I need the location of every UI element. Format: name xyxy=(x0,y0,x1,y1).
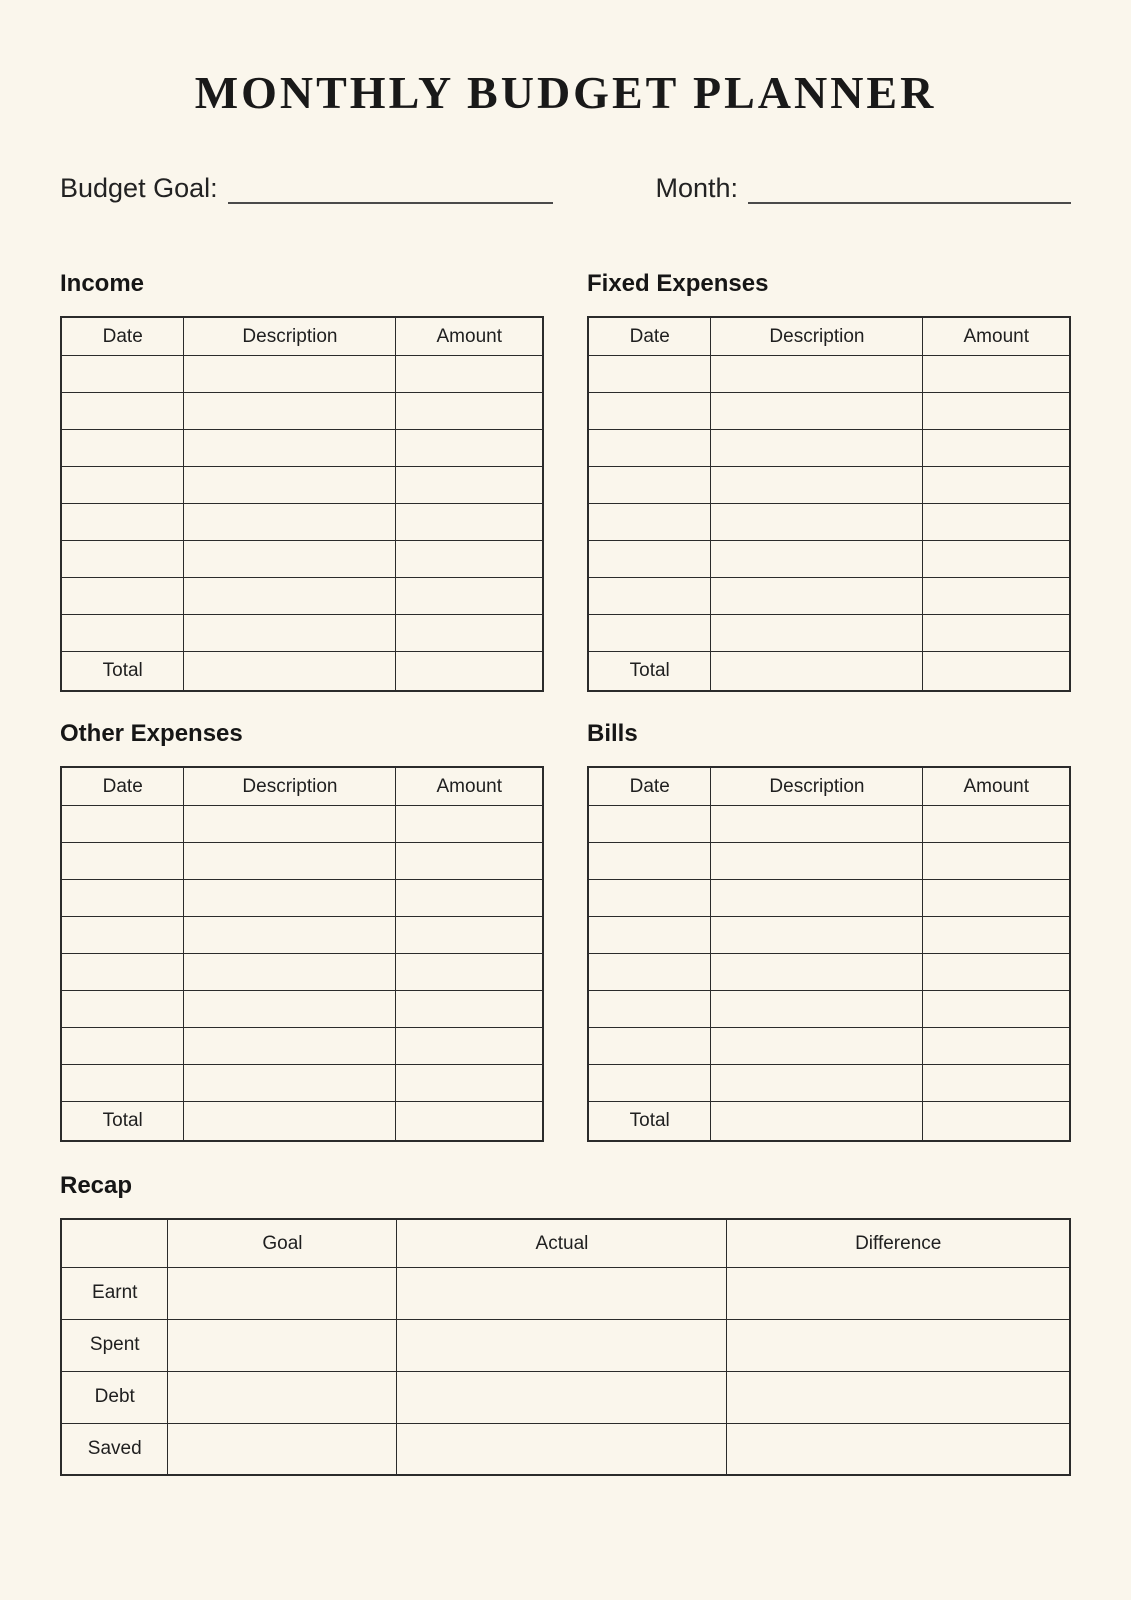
blank-row xyxy=(588,355,1070,392)
blank-cell[interactable] xyxy=(396,355,543,392)
blank-cell[interactable] xyxy=(61,842,184,879)
blank-row xyxy=(61,429,543,466)
blank-cell[interactable] xyxy=(396,1064,543,1101)
blank-cell[interactable] xyxy=(923,916,1070,953)
blank-cell[interactable] xyxy=(588,540,711,577)
blank-cell[interactable] xyxy=(168,1371,397,1423)
blank-cell[interactable] xyxy=(168,1267,397,1319)
total-row xyxy=(61,651,543,691)
header-row xyxy=(61,767,543,805)
blank-cell[interactable] xyxy=(711,614,923,651)
total-cell[interactable] xyxy=(923,651,1070,691)
blank-cell[interactable] xyxy=(923,540,1070,577)
blank-row xyxy=(61,1064,543,1101)
blank-cell[interactable] xyxy=(588,916,711,953)
blank-cell[interactable] xyxy=(396,990,543,1027)
blank-row xyxy=(588,614,1070,651)
blank-cell[interactable] xyxy=(727,1371,1070,1423)
blank-row xyxy=(588,842,1070,879)
blank-cell[interactable] xyxy=(61,466,184,503)
blank-row xyxy=(588,429,1070,466)
blank-cell[interactable] xyxy=(184,805,396,842)
top-fields-row xyxy=(60,172,1071,204)
recap-row xyxy=(61,1267,1070,1319)
blank-cell[interactable] xyxy=(588,1027,711,1064)
blank-row xyxy=(588,392,1070,429)
blank-cell[interactable] xyxy=(184,1027,396,1064)
column-header: Amount xyxy=(396,767,543,805)
recap-blank-header xyxy=(61,1219,168,1267)
blank-cell[interactable] xyxy=(923,953,1070,990)
blank-cell[interactable] xyxy=(61,540,184,577)
blank-cell[interactable] xyxy=(923,879,1070,916)
blank-cell[interactable] xyxy=(61,879,184,916)
blank-cell[interactable] xyxy=(396,540,543,577)
blank-cell[interactable] xyxy=(588,1064,711,1101)
blank-cell[interactable] xyxy=(396,1027,543,1064)
blank-cell[interactable] xyxy=(184,577,396,614)
blank-cell[interactable] xyxy=(588,879,711,916)
blank-row xyxy=(61,953,543,990)
blank-cell[interactable] xyxy=(184,429,396,466)
blank-cell[interactable] xyxy=(184,1064,396,1101)
column-header: Date xyxy=(61,767,184,805)
income-table xyxy=(60,316,544,692)
blank-cell[interactable] xyxy=(397,1319,727,1371)
month-input-line[interactable] xyxy=(748,174,1071,204)
total-cell[interactable] xyxy=(396,651,543,691)
column-header: Description xyxy=(711,317,923,355)
recap-row xyxy=(61,1371,1070,1423)
blank-row xyxy=(588,1064,1070,1101)
blank-cell[interactable] xyxy=(923,990,1070,1027)
other-expenses-section xyxy=(60,720,544,1142)
blank-cell[interactable] xyxy=(588,842,711,879)
blank-cell[interactable] xyxy=(923,577,1070,614)
recap-table xyxy=(60,1218,1071,1476)
income-heading: Income xyxy=(60,270,145,298)
blank-cell[interactable] xyxy=(61,355,184,392)
header-row xyxy=(61,317,543,355)
blank-cell[interactable] xyxy=(184,990,396,1027)
recap-row-label: Saved xyxy=(61,1423,168,1475)
blank-cell[interactable] xyxy=(923,1064,1070,1101)
page-title: MONTHLY BUDGET PLANNER xyxy=(194,67,937,118)
blank-cell[interactable] xyxy=(184,392,396,429)
blank-cell[interactable] xyxy=(61,990,184,1027)
blank-cell[interactable] xyxy=(711,577,923,614)
blank-cell[interactable] xyxy=(168,1423,397,1475)
blank-cell[interactable] xyxy=(61,614,184,651)
blank-row xyxy=(61,842,543,879)
blank-cell[interactable] xyxy=(588,953,711,990)
blank-cell[interactable] xyxy=(588,990,711,1027)
blank-cell[interactable] xyxy=(396,916,543,953)
blank-cell[interactable] xyxy=(184,842,396,879)
blank-cell[interactable] xyxy=(588,466,711,503)
blank-cell[interactable] xyxy=(588,805,711,842)
total-cell[interactable] xyxy=(184,1101,396,1141)
bills-section xyxy=(587,720,1071,1142)
column-header: Description xyxy=(184,317,396,355)
total-label: Total xyxy=(588,1101,711,1141)
column-header: Date xyxy=(61,317,184,355)
blank-cell[interactable] xyxy=(61,392,184,429)
blank-cell[interactable] xyxy=(923,842,1070,879)
blank-cell[interactable] xyxy=(711,355,923,392)
blank-row xyxy=(588,577,1070,614)
total-cell[interactable] xyxy=(184,651,396,691)
blank-cell[interactable] xyxy=(61,577,184,614)
blank-cell[interactable] xyxy=(396,466,543,503)
blank-cell[interactable] xyxy=(711,1064,923,1101)
blank-row xyxy=(588,503,1070,540)
recap-row-label: Spent xyxy=(61,1319,168,1371)
blank-cell[interactable] xyxy=(61,429,184,466)
blank-row xyxy=(61,466,543,503)
blank-row xyxy=(588,879,1070,916)
blank-row xyxy=(61,540,543,577)
total-cell[interactable] xyxy=(396,1101,543,1141)
blank-cell[interactable] xyxy=(184,355,396,392)
blank-cell[interactable] xyxy=(61,1064,184,1101)
blank-cell[interactable] xyxy=(396,879,543,916)
blank-row xyxy=(61,355,543,392)
blank-cell[interactable] xyxy=(588,503,711,540)
blank-cell[interactable] xyxy=(711,879,923,916)
column-header: Goal xyxy=(168,1219,397,1267)
blank-cell[interactable] xyxy=(588,392,711,429)
blank-cell[interactable] xyxy=(61,805,184,842)
recap-row-label: Debt xyxy=(61,1371,168,1423)
blank-cell[interactable] xyxy=(711,990,923,1027)
recap-section xyxy=(60,1172,1071,1476)
blank-cell[interactable] xyxy=(396,614,543,651)
blank-cell[interactable] xyxy=(397,1371,727,1423)
total-cell[interactable] xyxy=(711,651,923,691)
column-header: Date xyxy=(588,317,711,355)
column-header: Date xyxy=(588,767,711,805)
header-row xyxy=(588,767,1070,805)
recap-header-row xyxy=(61,1219,1070,1267)
column-header: Amount xyxy=(923,767,1070,805)
blank-cell[interactable] xyxy=(711,1027,923,1064)
blank-cell[interactable] xyxy=(923,429,1070,466)
column-header: Description xyxy=(711,767,923,805)
tables-grid xyxy=(60,270,1071,1142)
blank-row xyxy=(61,916,543,953)
blank-cell[interactable] xyxy=(923,392,1070,429)
fixed-expenses-table xyxy=(587,316,1071,692)
blank-cell[interactable] xyxy=(923,805,1070,842)
fixed-expenses-heading: Fixed Expenses xyxy=(587,270,769,298)
blank-cell[interactable] xyxy=(396,953,543,990)
budget-goal-label: Budget Goal: xyxy=(60,173,218,203)
blank-cell[interactable] xyxy=(61,1027,184,1064)
blank-cell[interactable] xyxy=(727,1267,1070,1319)
blank-cell[interactable] xyxy=(61,953,184,990)
total-label: Total xyxy=(61,651,184,691)
blank-cell[interactable] xyxy=(588,577,711,614)
blank-cell[interactable] xyxy=(923,1027,1070,1064)
blank-row xyxy=(61,1027,543,1064)
blank-cell[interactable] xyxy=(711,540,923,577)
bills-table xyxy=(587,766,1071,1142)
blank-cell[interactable] xyxy=(588,614,711,651)
blank-cell[interactable] xyxy=(184,953,396,990)
blank-cell[interactable] xyxy=(727,1423,1070,1475)
blank-cell[interactable] xyxy=(711,392,923,429)
blank-cell[interactable] xyxy=(923,355,1070,392)
recap-row xyxy=(61,1319,1070,1371)
blank-cell[interactable] xyxy=(168,1319,397,1371)
total-row xyxy=(588,1101,1070,1141)
income-section xyxy=(60,270,544,692)
total-label: Total xyxy=(61,1101,184,1141)
blank-cell[interactable] xyxy=(711,842,923,879)
blank-cell[interactable] xyxy=(397,1423,727,1475)
month-label: Month: xyxy=(655,173,738,203)
blank-row xyxy=(61,990,543,1027)
blank-cell[interactable] xyxy=(184,466,396,503)
blank-row xyxy=(588,805,1070,842)
total-cell[interactable] xyxy=(923,1101,1070,1141)
blank-row xyxy=(61,503,543,540)
blank-cell[interactable] xyxy=(711,805,923,842)
blank-cell[interactable] xyxy=(184,614,396,651)
blank-cell[interactable] xyxy=(184,916,396,953)
blank-cell[interactable] xyxy=(588,429,711,466)
blank-cell[interactable] xyxy=(184,503,396,540)
blank-row xyxy=(61,879,543,916)
blank-cell[interactable] xyxy=(61,916,184,953)
bills-heading: Bills xyxy=(587,720,638,748)
blank-row xyxy=(588,1027,1070,1064)
column-header: Difference xyxy=(727,1219,1070,1267)
blank-cell[interactable] xyxy=(923,503,1070,540)
blank-cell[interactable] xyxy=(711,953,923,990)
blank-row xyxy=(588,916,1070,953)
budget-goal-input-line[interactable] xyxy=(228,174,553,204)
other-expenses-table xyxy=(60,766,544,1142)
column-header: Amount xyxy=(923,317,1070,355)
blank-row xyxy=(61,805,543,842)
header-row xyxy=(588,317,1070,355)
blank-cell[interactable] xyxy=(711,916,923,953)
blank-cell[interactable] xyxy=(396,842,543,879)
blank-cell[interactable] xyxy=(923,466,1070,503)
other-expenses-heading: Other Expenses xyxy=(60,720,243,748)
recap-row-label: Earnt xyxy=(61,1267,168,1319)
blank-cell[interactable] xyxy=(711,429,923,466)
budget-goal-field xyxy=(60,172,553,204)
blank-row xyxy=(588,953,1070,990)
recap-heading: Recap xyxy=(60,1172,133,1200)
blank-cell[interactable] xyxy=(396,392,543,429)
blank-cell[interactable] xyxy=(61,503,184,540)
blank-cell[interactable] xyxy=(396,577,543,614)
total-cell[interactable] xyxy=(711,1101,923,1141)
blank-cell[interactable] xyxy=(727,1319,1070,1371)
blank-cell[interactable] xyxy=(711,466,923,503)
blank-row xyxy=(588,990,1070,1027)
blank-row xyxy=(61,614,543,651)
blank-cell[interactable] xyxy=(711,503,923,540)
blank-cell[interactable] xyxy=(184,540,396,577)
total-row xyxy=(61,1101,543,1141)
total-row xyxy=(588,651,1070,691)
blank-cell[interactable] xyxy=(184,879,396,916)
blank-row xyxy=(588,466,1070,503)
blank-row xyxy=(61,392,543,429)
blank-row xyxy=(588,540,1070,577)
fixed-expenses-section xyxy=(587,270,1071,692)
blank-cell[interactable] xyxy=(397,1267,727,1319)
month-field xyxy=(655,172,1071,204)
blank-row xyxy=(61,577,543,614)
total-label: Total xyxy=(588,651,711,691)
column-header: Actual xyxy=(397,1219,727,1267)
recap-row xyxy=(61,1423,1070,1475)
blank-cell[interactable] xyxy=(923,614,1070,651)
blank-cell[interactable] xyxy=(396,429,543,466)
blank-cell[interactable] xyxy=(396,805,543,842)
blank-cell[interactable] xyxy=(588,355,711,392)
column-header: Amount xyxy=(396,317,543,355)
column-header: Description xyxy=(184,767,396,805)
blank-cell[interactable] xyxy=(396,503,543,540)
